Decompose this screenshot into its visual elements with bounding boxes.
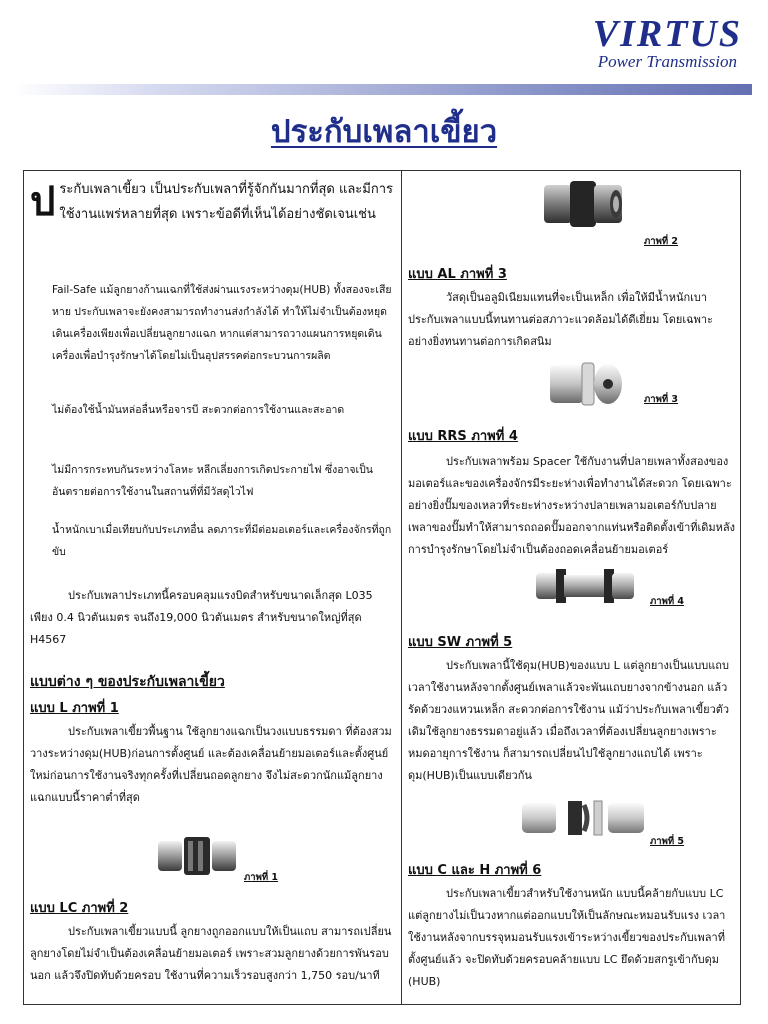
type-l-coupling-image (154, 831, 240, 881)
column-divider (401, 171, 402, 1004)
type-lc-text: ประกับเพลาเขี้ยวแบบนี้ ลูกยางถูกออกแบบให้เป็นแถบ สามารถเปลี่ยนลูกยางโดยไม่จำเป็นต้องเคลื่อนย้ายมอเตอร์ เพราะสวมลูกยางด้วยการพันรอบนอก แล้วจึงปิดทับด้วยครอบ ใช้งานที่ความเร็วรอบสูงกว่า 1,750 รอบ/นาที (30, 925, 392, 982)
virtus-logo (593, 14, 742, 72)
types-heading: แบบต่าง ๆ ของประกับเพลาเขี้ยว (30, 674, 225, 690)
content-box (23, 170, 741, 1005)
type-rrs-coupling-image (532, 563, 638, 609)
figure-1-caption: ภาพที่ 1 (244, 872, 279, 883)
torque-range-paragraph: ประกับเพลาประเภทนี้ครอบคลุมแรงบิดสำหรับขนาดเล็กสุด L035 เพียง 0.4 นิวตันเมตร จนถึง19,000 นิวตันเมตร สำหรับขนาดใหญ่ที่สุด H4567 (30, 589, 373, 646)
left-column (30, 171, 394, 1004)
type-al-coupling-image (546, 357, 626, 409)
drop-cap: ป (30, 179, 56, 225)
type-l-text: ประกับเพลาเขี้ยวพื้นฐาน ใช้ลูกยางแฉกเป็นวงแบบธรรมดา ที่ต้องสวมวางระหว่างดุม(HUB)ก่อนการตั้งศูนย์ และต้องเคลื่อนย้ายมอเตอร์และตั้งศูนย์ใหม่ก่อนการใช้งานจริงทุกครั้งที่เปลี่ยนถอดลูกยาง จึงไม่สะดวกนักแม้ลูกยางแฉกแบบนี้ราคาต่ำที่สุด (30, 725, 392, 804)
type-rrs-text: ประกับเพลาพร้อม Spacer ใช้กับงานที่ปลายเพลาทั้งสองของมอเตอร์และของเครื่องจักรมีระยะห่างเพื่อทำงานได้สะดวก โดยเฉพาะอย่างยิ่งปั๊มของเหลวที่ระยะห่างระหว่างปลายเพลามอเตอร์กับปลายเพลาของปั๊มทำให้สามารถถอดปั๊มออกจากแท่นหรือติดตั้งเข้าที่เดิมหลังการบำรุงรักษาโดยไม่จำเป็นต้องถอดเคลื่อนย้ายมอเตอร์ (408, 455, 736, 556)
right-column (408, 171, 736, 1004)
type-rrs-heading: แบบ RRS ภาพที่ 4 (408, 429, 518, 444)
intro-text: ระกับเพลาเขี้ยว เป็นประกับเพลาที่รู้จักกันมากที่สุด และมีการใช้งานแพร่หลายที่สุด เพราะข้อดีที่เห็นได้อย่างชัดเจนเช่น (59, 182, 394, 222)
type-sw-heading: แบบ SW ภาพที่ 5 (408, 635, 513, 650)
type-l-heading: แบบ L ภาพที่ 1 (30, 701, 119, 716)
figure-4-caption: ภาพที่ 4 (650, 596, 685, 607)
brand-name: VIRTUS (592, 13, 742, 55)
type-al-heading: แบบ AL ภาพที่ 3 (408, 267, 507, 282)
type-sw-text: ประกับเพลานี้ใช้ดุม(HUB)ของแบบ L แต่ลูกยางเป็นแบบแถบ เวลาใช้งานหลังจากตั้งศูนย์เพลาแล้วจะพันแถบยางจากข้างนอก แล้วรัดด้วยวงแหวนเหล็ก สะดวกต่อการใช้งาน แม้ว่าประกับเพลาเขี้ยวตัวเดิมใช้ลูกยางธรรมดาอยู่แล้ว เมื่อถึงเวลาที่ต้องเปลี่ยนลูกยางเพราะหมดอายุการใช้งาน ก็สามารถเปลี่ยนไปใช้ลูกยางแถบได้ เพราะดุม(HUB)เป็นแบบเดียวกัน (408, 659, 730, 782)
figure-3-caption: ภาพที่ 3 (644, 394, 679, 405)
type-ch-heading: แบบ C และ H ภาพที่ 6 (408, 863, 542, 878)
page-title: ประกับเพลาเขี้ยว (270, 114, 498, 150)
feature-light-weight: น้ำหนักเบาเมื่อเทียบกับประเภทอื่น ลดภาระที่มีต่อมอเตอร์และเครื่องจักรที่ถูกขับ (52, 524, 392, 558)
type-lc-coupling-image (538, 175, 628, 233)
type-al-text: วัสดุเป็นอลูมิเนียมแทนที่จะเป็นเหล็ก เพื่อให้มีน้ำหนักเบา ประกับเพลาแบบนี้ทนทานต่อสภาวะแวดล้อมได้ดีเยี่ยม โดยเฉพาะอย่างยิ่งทนทานต่อการเกิดสนิม (408, 291, 713, 348)
type-lc-heading: แบบ LC ภาพที่ 2 (30, 901, 129, 916)
feature-no-lubrication: ไม่ต้องใช้น้ำมันหล่อลื่นหรือจารบี สะดวกต่อการใช้งานและสะอาด (52, 404, 345, 416)
intro-paragraph (30, 177, 394, 227)
feature-fail-safe: Fail-Safe แม้ลูกยางก้านแฉกที่ใช้ส่งผ่านแรงระหว่างดุม(HUB) ทั้งสองจะเสียหาย ประกับเพลาจะยังคงสามารถทำงานส่งกำลังได้ ทำให้ไม่จำเป็นต้องหยุดเดินเครื่องเพียงเพื่อเปลี่ยนลูกยางแฉก หากแต่สามารถวางแผนการหยุดเดินเครื่องเพื่อบำรุงรักษาได้โดยไม่เป็นอุปสรรคต่อกระบวนการผลิต (52, 284, 392, 362)
header-gradient-bar (12, 84, 752, 95)
figure-5-caption: ภาพที่ 5 (650, 836, 685, 847)
type-ch-text: ประกับเพลาเขี้ยวสำหรับใช้งานหนัก แบบนี้คล้ายกับแบบ LC แต่ลูกยางไม่เป็นวงหากแต่ออกแบบให้เป็นลักษณะหมอนรับแรง เวลาใช้งานหลังจากบรรจุหมอนรับแรงเข้าระหว่างเขี้ยวของประกับเพลาที่ตั้งศูนย์แล้ว จะปิดทับด้วยครอบคล้ายแบบ LC ยึดด้วยสกรูเข้ากับดุม (HUB) (408, 887, 726, 988)
figure-2-caption: ภาพที่ 2 (644, 236, 679, 247)
feature-no-spark: ไม่มีการกระทบกันระหว่างโลหะ หลีกเลี่ยงการเกิดประกายไฟ ซึ่งอาจเป็นอันตรายต่อการใช้งานในสถานที่ที่มีวัสดุไวไฟ (52, 464, 373, 498)
type-sw-coupling-image (518, 793, 648, 843)
brand-tagline: Power Transmission (597, 52, 738, 71)
